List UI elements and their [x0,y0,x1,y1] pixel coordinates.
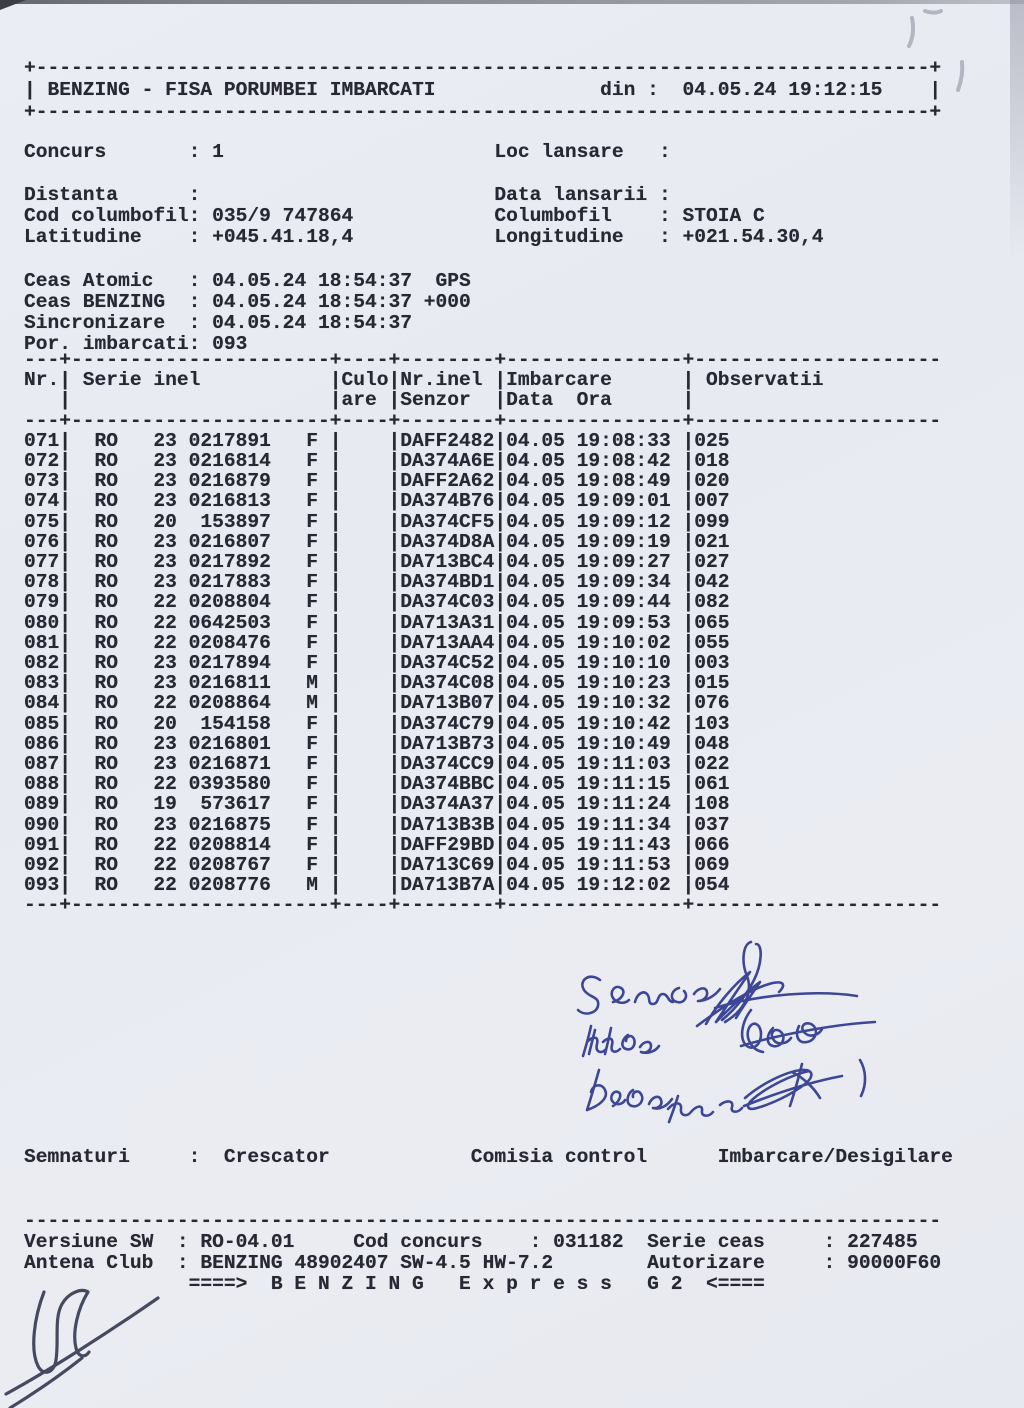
info-pair-line: Distanta : Data lansarii : [24,184,683,206]
table-row: 084| RO 22 0208864 M | |DA713B07|04.05 19:10:32 |076 [24,692,730,715]
report-header-box [24,57,941,123]
signature-name-3 [587,1070,742,1122]
table-separator: ---+----------------------+----+--------+---------------+--------------------- [24,409,942,432]
clock-line: Sincronizare : 04.05.24 18:54:37 [24,312,413,334]
table-row: 074| RO 23 0216813 F | |DA374B76|04.05 19:09:01 |007 [24,490,730,513]
footer-line2: Antena Club : BENZING 48902407 SW-4.5 HW-7.2 Autorizare : 90000F60 [24,1252,942,1274]
table-row: 089| RO 19 573617 F | |DA374A37|04.05 19:11:24 |108 [24,793,730,816]
contest-location-line: Concurs : 1 Loc lansare : [24,141,683,163]
box-border-bottom: +----------------------------------------------------------------------------+ [24,101,942,123]
signature-name-2 [583,1026,659,1056]
smudge-mark [958,62,962,90]
table-separator: ---+----------------------+----+--------+---------------+--------------------- [24,349,942,371]
table-row: 076| RO 23 0216807 F | |DA374D8A|04.05 19:09:19 |021 [24,530,730,553]
scan-edge-top [0,0,1024,4]
clock-line: Por. imbarcati: 093 [24,333,248,355]
signatures-block [24,1146,953,1168]
report-title-line: | BENZING - FISA PORUMBEI IMBARCATI din : 04.05.24 19:12:15 | [24,79,942,101]
scan-corner-shadow [0,0,26,10]
table-header-line1: Nr.| Serie inel |Culo|Nr.inel |Imbarcare | Observatii [24,369,824,392]
table-separator: ---+----------------------+----+--------+---------------+--------------------- [24,894,942,917]
footer-separator: ------------------------------------------------------------------------------ [24,1210,942,1232]
table-header-line2: | |are |Senzor |Data Ora | [24,389,695,412]
table-row: 078| RO 23 0217883 F | |DA374BD1|04.05 19:09:34 |042 [24,571,730,594]
signature-stroke-line2 [10,1358,82,1408]
table-row: 086| RO 23 0216801 F | |DA713B73|04.05 19:10:49 |048 [24,732,730,755]
table-row: 079| RO 22 0208804 F | |DA374C03|04.05 19:09:44 |082 [24,591,730,614]
table-row: 088| RO 22 0393580 F | |DA374BBC|04.05 19:11:15 |061 [24,773,730,796]
pigeon-table [24,350,941,916]
clock-line: Ceas BENZING : 04.05.24 18:54:37 +000 [24,291,471,313]
contest-location-block [24,141,682,163]
table-row: 072| RO 23 0216814 F | |DA374A6E|04.05 19:08:42 |018 [24,450,730,473]
signature-name-1b [612,987,720,1004]
signature-flourish-3e [860,1060,865,1096]
table-row: 090| RO 23 0216875 F | |DA713B3B|04.05 19:11:34 |037 [24,813,730,836]
signature-name-1 [578,977,600,1014]
clock-block [24,271,471,355]
signatures-line: Semnaturi : Crescator Comisia control Imbarcare/Desigilare [24,1146,953,1168]
smudge-mark [909,18,913,46]
table-row: 092| RO 22 0208767 F | |DA713C69|04.05 19:11:53 |069 [24,854,730,877]
info-pair-line: Cod columbofil: 035/9 747864 Columbofil : STOIA C [24,205,765,227]
table-row: 091| RO 22 0208814 F | |DAFF29BD|04.05 19:11:43 |066 [24,833,730,856]
table-row: 071| RO 23 0217891 F | |DAFF2482|04.05 19:08:33 |025 [24,429,730,452]
handwritten-signatures [555,930,905,1130]
footer-line1: Versiune SW : RO-04.01 Cod concurs : 031182 Serie ceas : 227485 [24,1231,918,1253]
signature-stroke-line [6,1298,158,1394]
table-row: 087| RO 23 0216871 F | |DA374CC9|04.05 19:11:03 |022 [24,753,730,776]
box-border-top: +----------------------------------------------------------------------------+ [24,57,942,79]
coordinates-block [24,185,824,248]
footer-banner: ====> B E N Z I N G E x p r e s s G 2 <==== [188,1273,765,1295]
footer-block [24,1211,941,1295]
table-row: 080| RO 22 0642503 F | |DA713A31|04.05 19:09:53 |065 [24,611,730,634]
smudge-mark [925,11,941,13]
info-pair-line: Latitudine : +045.41.18,4 Longitudine : +021.54.30,4 [24,226,824,248]
table-row: 075| RO 20 153897 F | |DA374CF5|04.05 19:09:12 |099 [24,510,730,533]
table-row: 081| RO 22 0208476 F | |DA713AA4|04.05 19:10:02 |055 [24,631,730,654]
bottom-left-signature [0,1278,180,1408]
table-row: 085| RO 20 154158 F | |DA374C79|04.05 19:10:42 |103 [24,712,730,735]
table-row: 077| RO 23 0217892 F | |DA713BC4|04.05 19:09:27 |027 [24,551,730,574]
table-row: 082| RO 23 0217894 F | |DA374C52|04.05 19:10:10 |003 [24,652,730,675]
table-row: 083| RO 23 0216811 M | |DA374C08|04.05 19:10:23 |015 [24,672,730,695]
table-row: 093| RO 22 0208776 M | |DA713B7A|04.05 19:12:02 |054 [24,874,730,897]
clock-line: Ceas Atomic : 04.05.24 18:54:37 GPS [24,270,471,292]
table-row: 073| RO 23 0216879 F | |DAFF2A62|04.05 19:08:49 |020 [24,470,730,493]
